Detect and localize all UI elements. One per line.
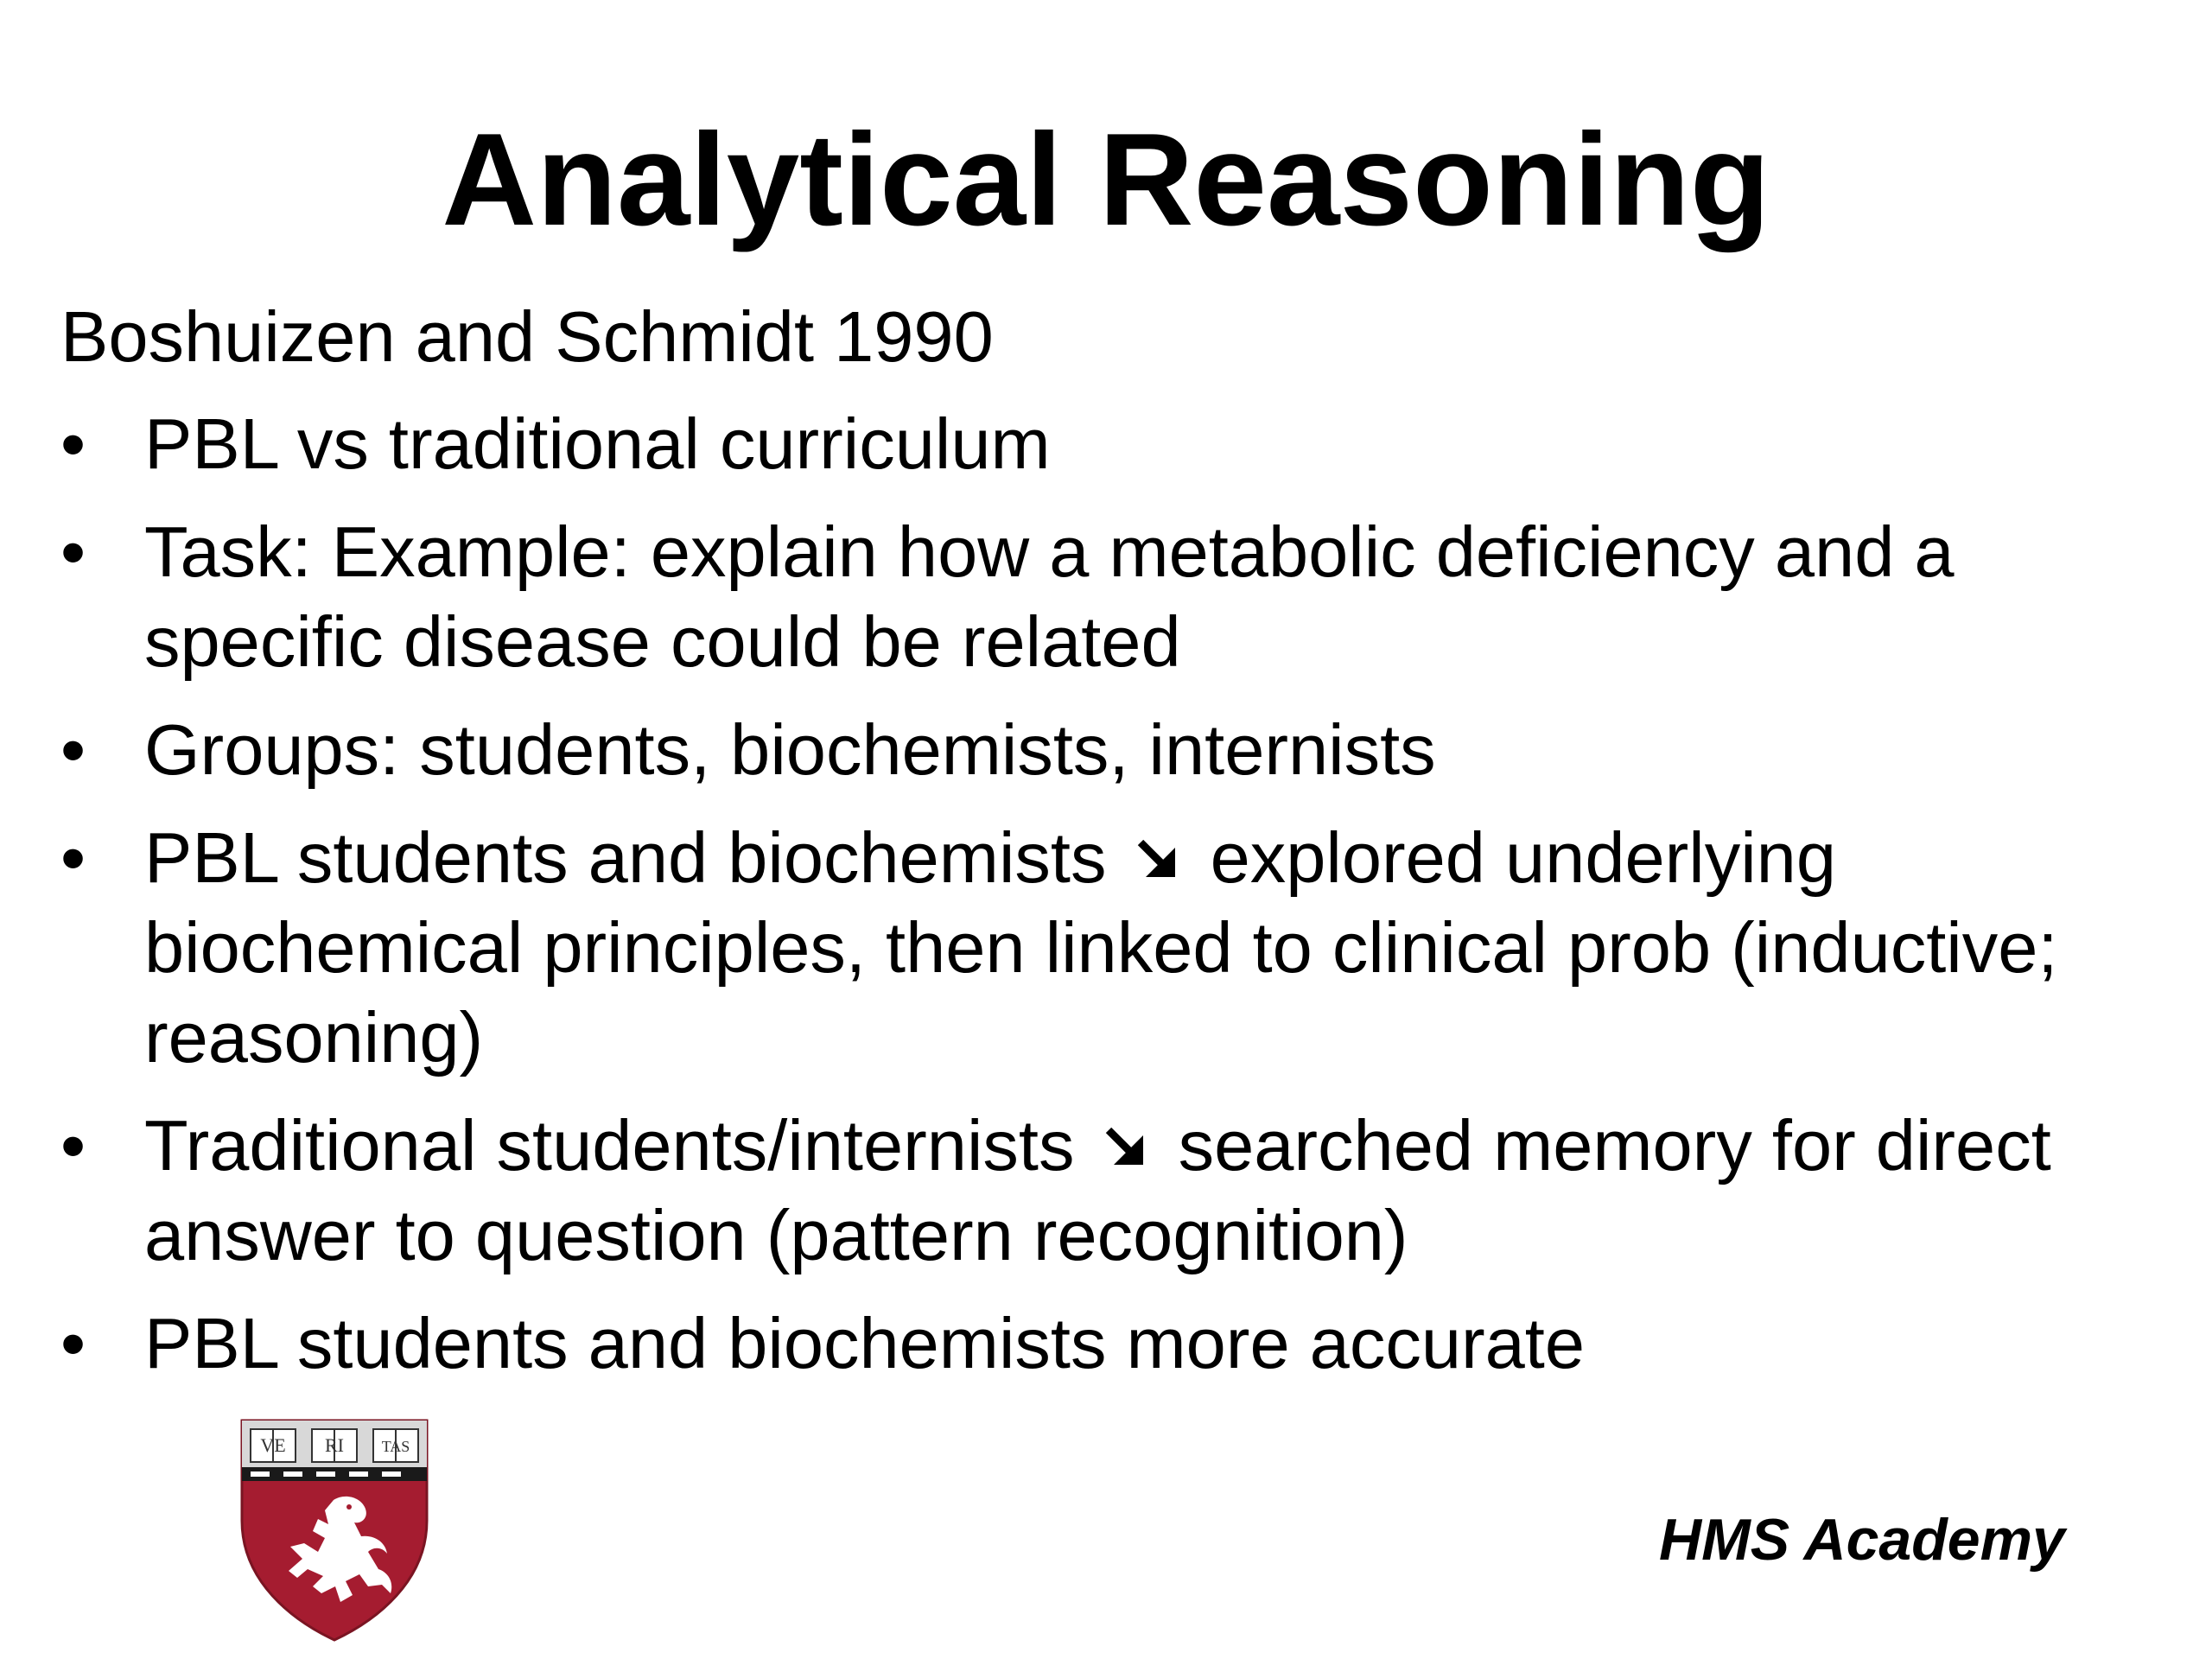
arrow-down-right-icon — [1100, 1120, 1154, 1173]
book-ve — [251, 1429, 296, 1462]
bullet-list — [60, 399, 2160, 1407]
bullet-text-before-arrow: PBL students and biochemists — [144, 817, 1107, 898]
svg-text:RI: RI — [325, 1434, 344, 1456]
bullet-dot: • — [60, 1105, 86, 1185]
bullet-item — [60, 813, 2160, 1083]
book-ri — [312, 1429, 357, 1462]
bullet-text: Groups: students, biochemists, internists — [144, 709, 1436, 790]
bullet-dot: • — [60, 817, 86, 898]
bullet-text-before-arrow: Traditional students/internists — [144, 1105, 1075, 1185]
arrow-down-right-icon — [1132, 832, 1185, 886]
slide-title: Analytical Reasoning — [442, 106, 1770, 253]
bullet-dot: • — [60, 404, 86, 484]
svg-text:VE: VE — [260, 1434, 286, 1456]
bullet-text-after-arrow: explored underlying biochemical principles, then linked to clinical prob (inductive; reasoning) — [144, 817, 2058, 1077]
bullet-item — [60, 1101, 2160, 1281]
footer-brand: HMS Academy — [1659, 1507, 2065, 1573]
bullet-dot: • — [60, 709, 86, 790]
bullet-dot: • — [60, 1303, 86, 1383]
bullet-text: PBL students and biochemists more accurate — [144, 1303, 1586, 1383]
harvard-shield-icon — [238, 1417, 430, 1643]
bullet-text: PBL vs traditional curriculum — [144, 404, 1051, 484]
bullet-text: Task: Example: explain how a metabolic deficiency and a specific disease could be related — [144, 512, 1955, 682]
bullet-item — [60, 1299, 2160, 1389]
book-tas — [373, 1429, 418, 1462]
bullet-item — [60, 705, 2160, 795]
svg-text:TAS: TAS — [381, 1438, 410, 1455]
bullet-item — [60, 507, 2160, 687]
slide-subtitle: Boshuizen and Schmidt 1990 — [60, 296, 994, 377]
bullet-text-after-arrow: searched memory for direct answer to question (pattern recognition) — [144, 1105, 2051, 1275]
bullet-dot: • — [60, 512, 86, 592]
bullet-item — [60, 399, 2160, 489]
